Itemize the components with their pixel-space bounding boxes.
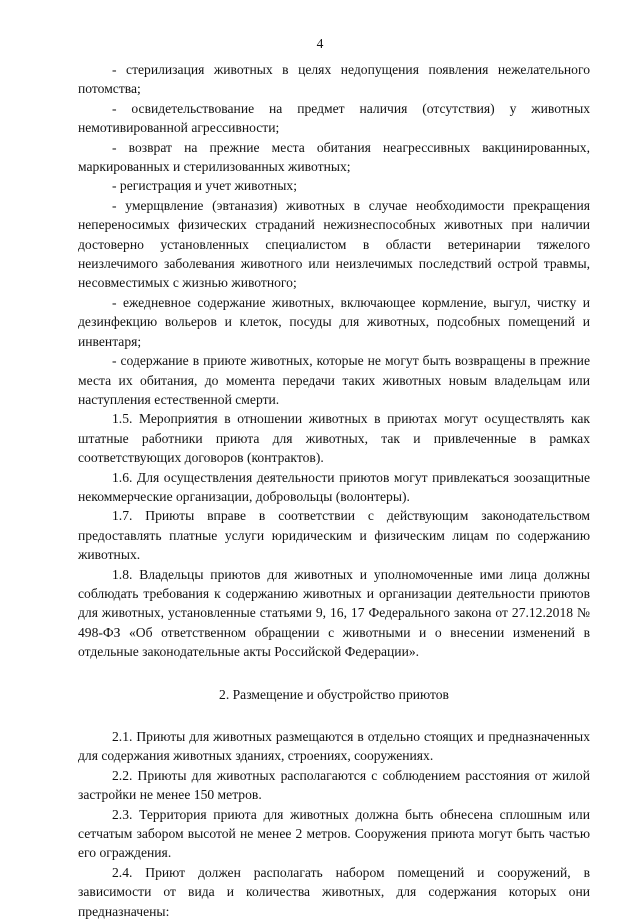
section-heading: 2. Размещение и обустройство приютов — [219, 686, 449, 702]
clause-1-7: 1.7. Приюты вправе в соответствии с действующим законодательством предоставлять платные услуги юридическим и физическим лицам по содержанию животных. — [78, 508, 590, 563]
list-item-euthanasia: - умерщвление (эвтаназия) животных в случае необходимости прекращения непереносимых физических страданий нежизнеспособных животных при наличии достоверно установленных специалистом в области ветеринарии тяжелого неизлечимого заболевания животного или неизлечимых последствий острой травмы, несовместимых с жизнью животного; — [78, 197, 590, 291]
list-item-return: - возврат на прежние места обитания неагрессивных вакцинированных, маркированных и стерилизованных животных; — [78, 139, 590, 175]
clause-2-2: 2.2. Приюты для животных располагаются с соблюдением расстояния от жилой застройки не менее 150 метров. — [78, 767, 590, 803]
list-item-aggression-check: - освидетельствование на предмет наличия (отсутствия) у животных немотивированной агрессивности; — [78, 100, 590, 136]
list-item-registration: - регистрация и учет животных; — [112, 178, 297, 194]
list-item-daily-care: - ежедневное содержание животных, включающее кормление, выгул, чистку и дезинфекцию вольеров и клеток, посуды для животных, подсобных помещений и инвентаря; — [78, 294, 590, 349]
clause-2-1: 2.1. Приюты для животных размещаются в отдельно стоящих и предназначенных для содержания животных зданиях, строениях, сооружениях. — [78, 729, 590, 764]
clause-1-5: 1.5. Мероприятия в отношении животных в приютах могут осуществлять как штатные работники приюта для животных, так и привлеченные в рамках соответствующих договоров (контрактов). — [78, 411, 590, 466]
clause-1-8: 1.8. Владельцы приютов для животных и уполномоченные ими лица должны соблюдать требования к содержанию животных и организации деятельности приютов для животных, установленные статьями 9, 16, 17 Федерального закона от 27.12.2018 № 498-ФЗ «Об ответственном обращении с животными и о внесении изменений в отдельные законодательные акты Российской Федерации». — [78, 566, 590, 660]
page-number: 4 — [316, 36, 324, 51]
list-item-shelter-keeping: - содержание в приюте животных, которые не могут быть возвращены в прежние места их обитания, до момента передачи таких животных новым владельцам или наступления естественной смерти. — [78, 353, 590, 407]
clause-2-4: 2.4. Приют должен располагать набором помещений и сооружений, в зависимости от вида и количества животных, для содержания которых они предназначены: — [78, 864, 590, 919]
clause-2-3: 2.3. Территория приюта для животных должна быть обнесена сплошным или сетчатым забором высотой не менее 2 метров. Сооружения приюта могут быть частью его ограждения. — [78, 806, 590, 861]
list-item-sterilization: - стерилизация животных в целях недопущения появления нежелательного потомства; — [78, 62, 590, 97]
clause-1-6: 1.6. Для осуществления деятельности приютов могут привлекаться зоозащитные некоммерческие организации, добровольцы (волонтеры). — [78, 469, 590, 504]
document-body — [78, 60, 590, 921]
